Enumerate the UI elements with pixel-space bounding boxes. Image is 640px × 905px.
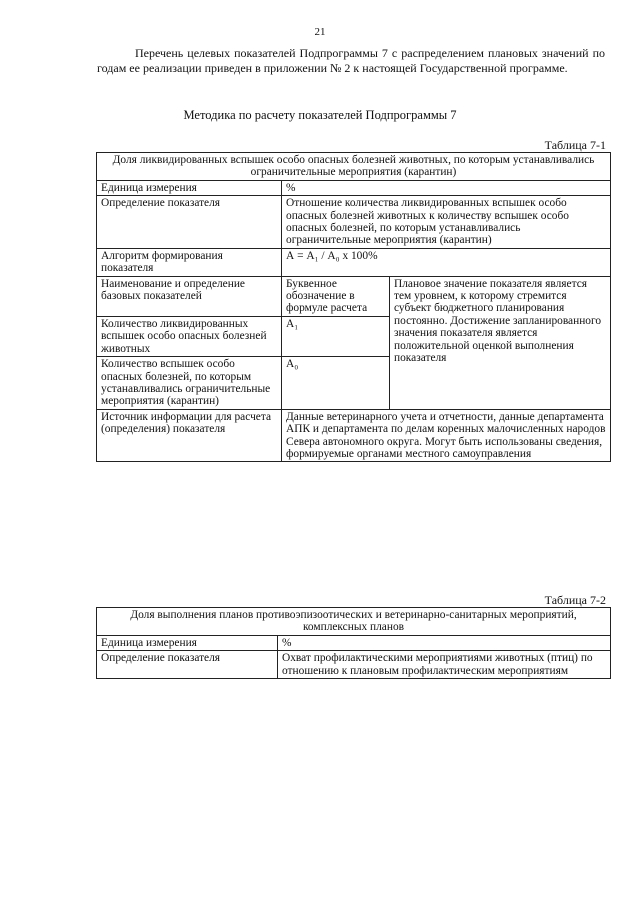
table-row	[97, 635, 611, 650]
definition-value: Охват профилактическими мероприятиями животных (птиц) по отношению к плановым профилактическим мероприятиям	[278, 651, 611, 679]
unit-label: Единица измерения	[97, 180, 282, 195]
unit-value: %	[278, 635, 611, 650]
table-row	[97, 409, 611, 462]
indicator-table-1	[96, 152, 611, 462]
algorithm-label: Алгоритм формирования показателя	[97, 248, 282, 276]
base-indicator-name: Количество вспышек особо опасных болезней, по которым устанавливались ограничительные мероприятия (карантин)	[97, 357, 282, 410]
base-indicators-label: Наименование и определение базовых показателей	[97, 276, 282, 316]
table-row	[97, 651, 611, 679]
definition-label: Определение показателя	[97, 651, 278, 679]
symbol-label: Буквенное обозначение в формуле расчета	[282, 276, 390, 316]
table1-title: Доля ликвидированных вспышек особо опасных болезней животных, по которым устанавливались ограничительные мероприятия (карантин)	[97, 153, 611, 181]
table1-caption: Таблица 7-1	[544, 138, 606, 152]
table2-caption: Таблица 7-2	[544, 593, 606, 607]
base-indicator-symbol: А₁	[282, 316, 390, 356]
intro-paragraph: Перечень целевых показателей Подпрограммы 7 с распределением плановых значений по годам ее реализации приведен в приложении № 2 к настоящей Государственной программе.	[97, 46, 605, 75]
definition-value: Отношение количества ликвидированных вспышек особо опасных болезней животных к количеству вспышек особо опасных болезней, по которым устанавливались ограничительные мероприятия (карантин)	[282, 196, 611, 249]
definition-label: Определение показателя	[97, 196, 282, 249]
unit-label: Единица измерения	[97, 635, 278, 650]
source-label: Источник информации для расчета (определения) показателя	[97, 409, 282, 462]
base-indicator-symbol: А₀	[282, 357, 390, 410]
algorithm-formula: А = А₁ / А₀ x 100%	[282, 248, 611, 276]
table-row	[97, 248, 611, 276]
planned-value-note: Плановое значение показателя является тем уровнем, к которому стремится субъект бюджетного планирования постоянно. Достижение запланированного значения показателя является положительной оценкой выполнения показателя	[390, 276, 611, 409]
table2-title: Доля выполнения планов противоэпизоотических и ветеринарно-санитарных мероприятий, комплексных планов	[97, 608, 611, 636]
table-row	[97, 608, 611, 636]
table-row	[97, 180, 611, 195]
page-number: 21	[314, 26, 326, 38]
base-indicator-name: Количество ликвидированных вспышек особо опасных болезней животных	[97, 316, 282, 356]
table-row	[97, 276, 611, 316]
indicator-table-2	[96, 607, 611, 679]
section-heading: Методика по расчету показателей Подпрограммы 7	[183, 108, 457, 122]
source-value: Данные ветеринарного учета и отчетности, данные департамента АПК и департамента по делам коренных малочисленных народов Севера автономного округа. Могут быть использованы сведения, формируемые органами местного самоуправления	[282, 409, 611, 462]
table-row	[97, 196, 611, 249]
table-row	[97, 153, 611, 181]
unit-value: %	[282, 180, 611, 195]
